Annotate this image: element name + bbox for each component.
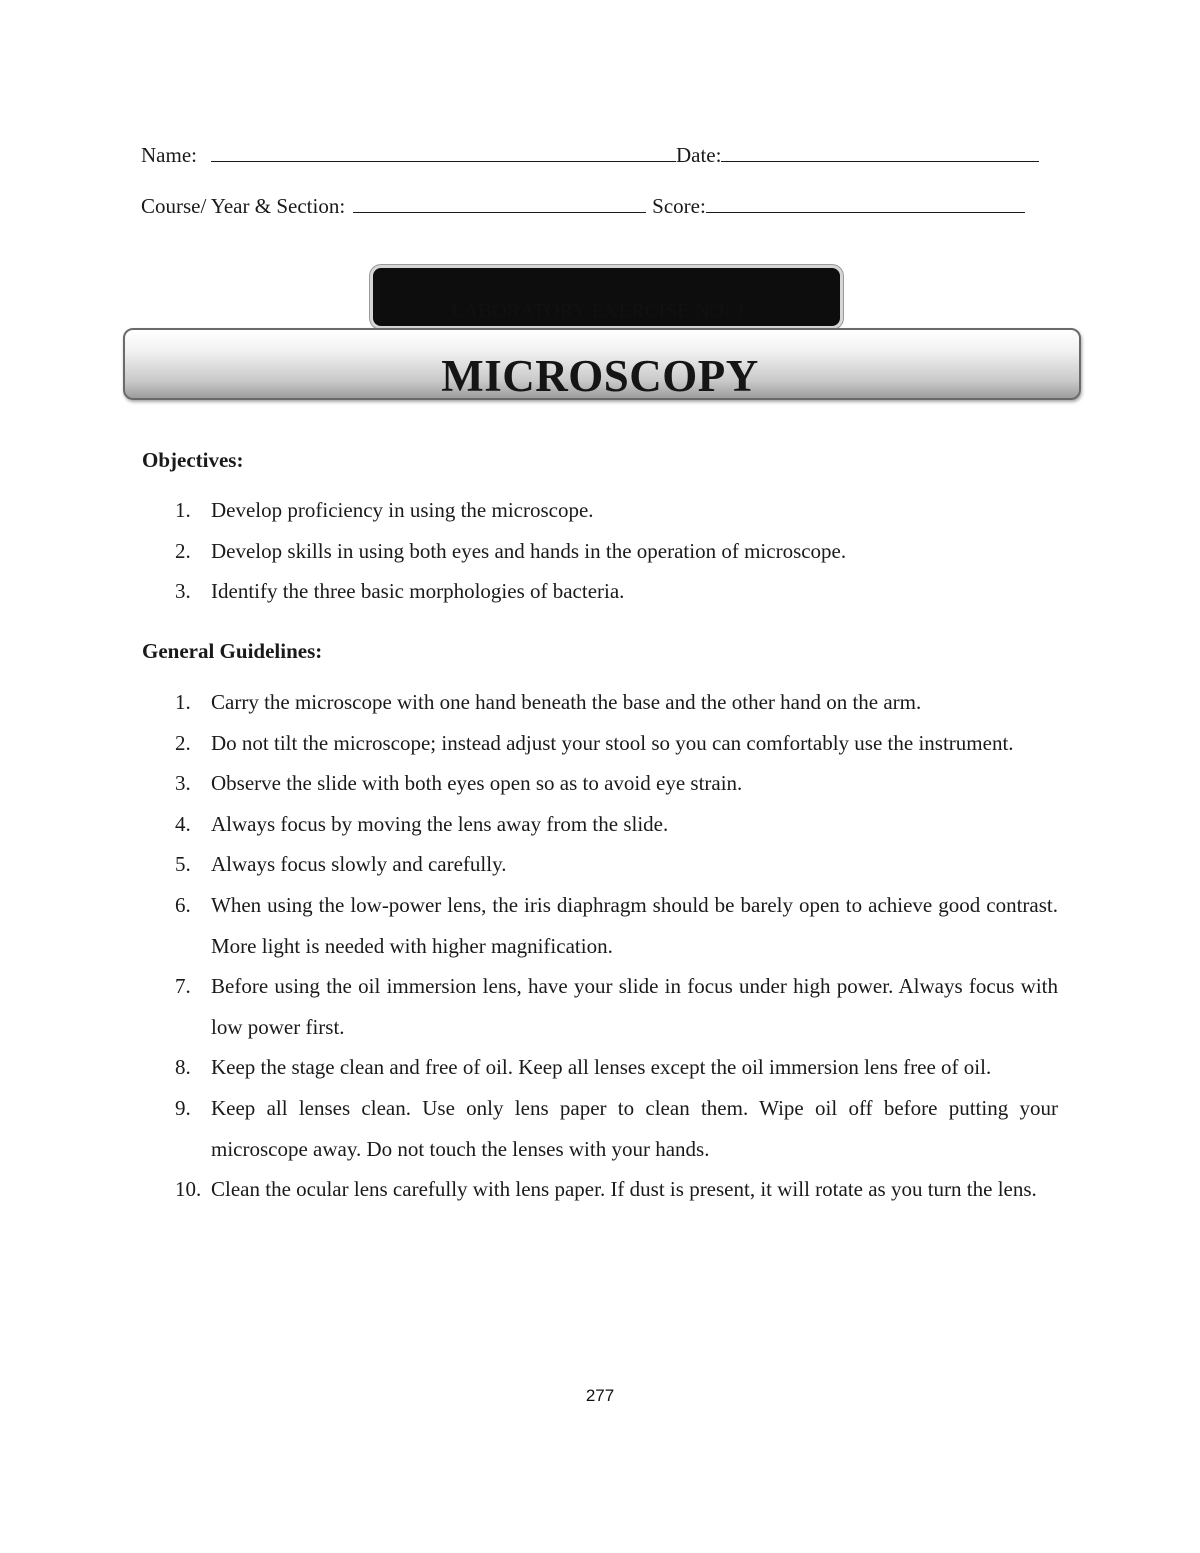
guidelines-list: [0, 682, 1200, 1210]
page-number: 277: [585, 1386, 615, 1405]
list-item: [0, 682, 1058, 723]
course-blank[interactable]: [353, 194, 646, 213]
score-blank[interactable]: [706, 194, 1025, 213]
date-blank[interactable]: [721, 143, 1039, 162]
name-label: Name:: [141, 143, 197, 167]
item-text: Observe the slide with both eyes open so as to avoid eye strain.: [211, 771, 743, 796]
course-score-row: [141, 194, 1025, 219]
item-text: Develop skills in using both eyes and hands in the operation of microscope.: [211, 538, 847, 563]
list-item: [0, 1047, 1058, 1088]
objectives-list: [0, 490, 1200, 612]
item-number: 9.: [175, 1095, 191, 1120]
name-date-row: [141, 143, 1039, 168]
item-number: 8.: [175, 1055, 191, 1080]
item-number: 1.: [175, 690, 191, 714]
list-item: [0, 763, 1058, 804]
item-text: Before using the oil immersion lens, have your slide in focus under high power. Always focus with low power first.: [211, 974, 1058, 1039]
item-text: Develop proficiency in using the microscope.: [211, 498, 594, 522]
item-text: Keep all lenses clean. Use only lens paper to clean them. Wipe oil off before putting your microscope away. Do not touch the lenses with your hands.: [211, 1095, 1058, 1161]
list-item: [0, 1169, 1058, 1210]
item-number: 3.: [175, 771, 191, 796]
list-item: [0, 844, 1058, 885]
course-label: Course/ Year & Section:: [141, 194, 346, 218]
date-label: Date:: [675, 143, 722, 167]
item-number: 4.: [175, 811, 191, 836]
list-item: [0, 885, 1058, 966]
item-text: Do not tilt the microscope; instead adjust your stool so you can comfortably use the instrument.: [211, 730, 1014, 755]
item-text: When using the low-power lens, the iris diaphragm should be barely open to achieve good contrast. More light is needed with higher magnification.: [211, 892, 1058, 958]
item-number: 10.: [175, 1177, 202, 1202]
item-number: 2.: [175, 538, 191, 563]
item-text: Always focus by moving the lens away from the slide.: [211, 811, 669, 836]
item-number: 6.: [175, 892, 191, 917]
exercise-label: LABORATORY EXERCISE NO: 1: [451, 300, 746, 322]
item-number: 7.: [175, 974, 191, 999]
guidelines-heading: General Guidelines:: [142, 639, 323, 663]
item-number: 2.: [175, 730, 191, 755]
page-title: MICROSCOPY: [441, 351, 759, 401]
list-item: [0, 531, 1058, 572]
list-item: [0, 571, 1058, 612]
score-label: Score:: [652, 194, 706, 218]
name-blank[interactable]: [211, 143, 676, 162]
list-item: [0, 723, 1058, 764]
item-text: Always focus slowly and carefully.: [211, 852, 507, 877]
list-item: [0, 490, 1058, 531]
list-item: [0, 1088, 1058, 1169]
item-number: 1.: [175, 498, 191, 522]
item-text: Keep the stage clean and free of oil. Keep all lenses except the oil immersion lens free of oil.: [211, 1055, 992, 1080]
list-item: [0, 966, 1058, 1047]
item-number: 5.: [175, 852, 191, 877]
objectives-heading: Objectives:: [142, 448, 244, 472]
list-item: [0, 804, 1058, 845]
item-text: Carry the microscope with one hand beneath the base and the other hand on the arm.: [211, 690, 922, 714]
item-number: 3.: [175, 579, 191, 604]
item-text: Identify the three basic morphologies of bacteria.: [211, 579, 625, 604]
item-text: Clean the ocular lens carefully with lens paper. If dust is present, it will rotate as you turn the lens.: [211, 1177, 1037, 1202]
